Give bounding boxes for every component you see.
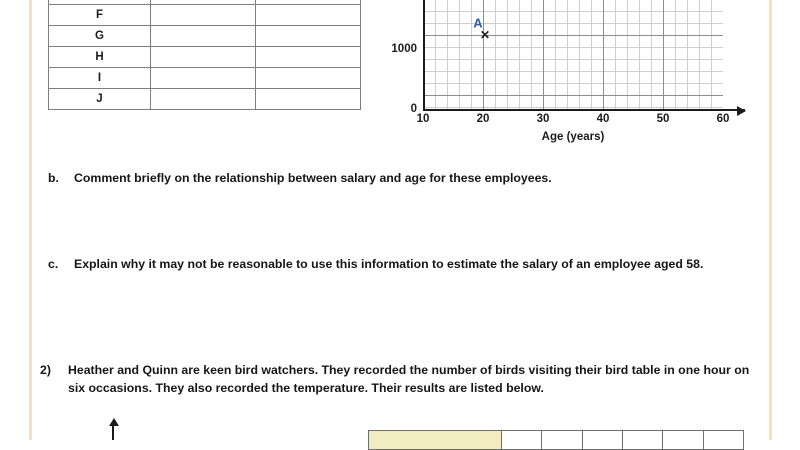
bird-results-table [368, 430, 744, 450]
bird-table-cell [542, 431, 582, 450]
data-point-marker-a: ✕ [479, 28, 491, 42]
row-value-cell-1 [151, 89, 256, 110]
left-margin-guide [29, 0, 32, 440]
y-tick-1000: 1000 [391, 43, 417, 55]
employee-salary-table [48, 0, 361, 110]
row-label-cell: F [49, 5, 151, 26]
bird-table-cell [623, 431, 663, 450]
row-value-cell-1 [151, 68, 256, 89]
table-row [369, 431, 744, 450]
row-label-cell: H [49, 47, 151, 68]
y-tick-0: 0 [410, 103, 417, 115]
bird-table-cell [703, 431, 743, 450]
x-tick-40: 40 [596, 113, 610, 125]
question-2-marker: 2) [40, 363, 51, 377]
question-2 [40, 362, 768, 398]
table-row [49, 68, 361, 89]
table-row [49, 89, 361, 110]
bird-table-header-cell [369, 431, 502, 450]
question-c [48, 256, 734, 274]
x-tick-50: 50 [656, 113, 670, 125]
row-value-cell-2 [256, 89, 361, 110]
x-axis-line [423, 109, 745, 111]
row-value-cell-1 [151, 5, 256, 26]
question-2-text: Heather and Quinn are keen bird watchers. They recorded the number of birds visiting their bird table in one hour on six occasions. They also recorded the temperature. Their results are listed below. [68, 363, 750, 395]
x-tick-30: 30 [536, 113, 550, 125]
row-label-cell: G [49, 26, 151, 47]
x-tick-20: 20 [476, 113, 490, 125]
question-b [48, 170, 734, 188]
row-value-cell-2 [256, 26, 361, 47]
row-value-cell-1 [151, 47, 256, 68]
question-c-text: Explain why it may not be reasonable to use this information to estimate the salary of an employee aged 58. [74, 257, 704, 271]
data-point-label-a: A [473, 15, 483, 31]
row-label-cell: I [49, 68, 151, 89]
question-c-marker: c. [48, 257, 59, 271]
chart-gridlines [423, 0, 723, 110]
row-value-cell-2 [256, 47, 361, 68]
x-tick-10: 10 [416, 113, 430, 125]
right-margin-guide [769, 0, 772, 440]
table-row [49, 5, 361, 26]
bottom-chart-axis-arrow-icon [112, 424, 114, 440]
table-row [49, 47, 361, 68]
row-value-cell-2 [256, 5, 361, 26]
bird-table-cell [582, 431, 622, 450]
salary-age-scatter-chart [391, 0, 756, 144]
question-b-text: Comment briefly on the relationship between salary and age for these employees. [74, 171, 552, 185]
question-b-marker: b. [48, 171, 59, 185]
row-value-cell-2 [256, 68, 361, 89]
row-value-cell-1 [151, 26, 256, 47]
row-label-cell: J [49, 89, 151, 110]
x-axis-title: Age (years) [541, 131, 605, 143]
table-row [49, 26, 361, 47]
x-tick-60: 60 [716, 113, 730, 125]
bird-table-cell [502, 431, 542, 450]
bird-table-cell [663, 431, 703, 450]
y-axis-line [423, 0, 425, 110]
